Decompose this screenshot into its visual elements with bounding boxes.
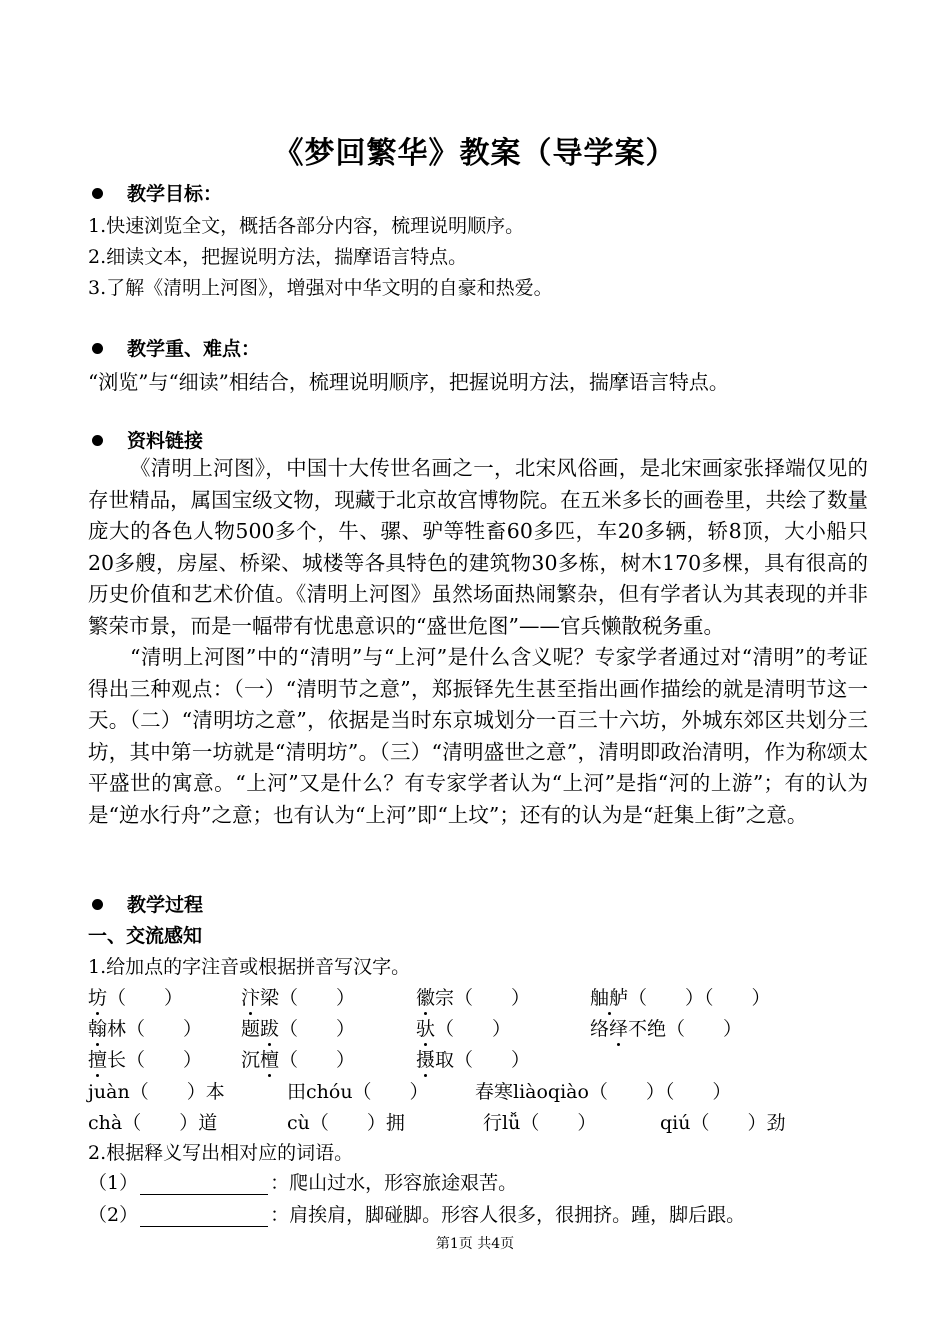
section-heading-process bbox=[92, 890, 203, 917]
vocab-item: 汴梁（ ） bbox=[241, 987, 356, 1009]
section-heading-materials bbox=[92, 426, 203, 453]
question-1: 1.给加点的字注音或根据拼音写汉字。 bbox=[88, 956, 411, 978]
vocab-item: 题跋（ ） bbox=[241, 1018, 356, 1040]
section-heading-goals bbox=[92, 179, 222, 206]
vocab-item: 沉檀（ ） bbox=[241, 1049, 356, 1071]
vocab-item: 擅长（ ） bbox=[88, 1049, 203, 1071]
vocab-item: 驮（ ） bbox=[416, 1018, 512, 1040]
pinyin-item: chà（ ）道 bbox=[88, 1112, 218, 1134]
vocab-item: 徽宗（ ） bbox=[416, 987, 531, 1009]
page-footer: 第1页 共4页 bbox=[435, 1236, 515, 1252]
bullet-icon bbox=[92, 343, 103, 354]
vocab-item: 翰林（ ） bbox=[88, 1018, 203, 1040]
pinyin-item: cù（ ）拥 bbox=[287, 1112, 405, 1134]
definition-number: （1） bbox=[88, 1172, 139, 1194]
definition-text: ：爬山过水，形容旅途艰苦。 bbox=[270, 1172, 518, 1194]
goals-heading: 教学目标： bbox=[127, 183, 223, 205]
goal-item: 1.快速浏览全文，概括各部分内容，梳理说明顺序。 bbox=[88, 215, 525, 237]
bullet-icon bbox=[92, 899, 103, 910]
pinyin-item: 田chóu（ ） bbox=[287, 1081, 429, 1103]
materials-body bbox=[88, 453, 868, 831]
keypoints-text: “浏览”与“细读”相结合，梳理说明顺序，把握说明方法，揣摩语言特点。 bbox=[88, 370, 729, 394]
definition-item bbox=[88, 1200, 745, 1227]
pinyin-item: juàn（ ）本 bbox=[88, 1081, 225, 1103]
pinyin-item: qiú（ ）劲 bbox=[660, 1112, 786, 1134]
vocab-item: 舳舻（ ）（ ） bbox=[590, 987, 771, 1009]
question-2: 2.根据释义写出相对应的词语。 bbox=[88, 1142, 354, 1164]
part-heading: 一、交流感知 bbox=[88, 925, 203, 947]
materials-heading: 资料链接 bbox=[127, 430, 204, 452]
vocab-item: 络绎不绝（ ） bbox=[590, 1018, 743, 1040]
process-heading: 教学过程 bbox=[127, 894, 204, 916]
section-heading-keypoints bbox=[92, 334, 260, 361]
vocab-item: 摄取（ ） bbox=[416, 1049, 531, 1071]
document-title: 《梦回繁华》教案（导学案） bbox=[273, 136, 677, 171]
bullet-icon bbox=[92, 188, 103, 199]
materials-paragraph: “清明上河图”中的“清明”与“上河”是什么含义呢？专家学者通过对“清明”的考证得出三种观点：（一）“清明节之意”，郑振铎先生甚至指出画作描绘的就是清明节这一天。（二）“清明坊之意”，依据是当时东京城划分一百三十六坊，外城东郊区共划分三坊，其中第一坊就是“清明坊”。（三）“清明盛世之意”，清明即政治清明，作为称颂太平盛世的寓意。“上河”又是什么？有专家学者认为“上河”是指“河的上游”；有的认为是“逆水行舟”之意；也有认为“上河”即“上坟”；还有的认为是“赶集上街”之意。 bbox=[88, 645, 868, 827]
goal-item: 2.细读文本，把握说明方法，揣摩语言特点。 bbox=[88, 246, 468, 268]
pinyin-item: 行lǚ（ ） bbox=[483, 1112, 597, 1134]
definition-text: ：肩挨肩，脚碰脚。形容人很多，很拥挤。踵，脚后跟。 bbox=[270, 1204, 746, 1226]
answer-blank[interactable] bbox=[140, 1208, 268, 1227]
definition-number: （2） bbox=[88, 1204, 139, 1226]
goal-item: 3.了解《清明上河图》，增强对中华文明的自豪和热爱。 bbox=[88, 277, 553, 299]
pinyin-item: 春寒liàoqiào（ ）（ ） bbox=[475, 1081, 732, 1103]
definition-item bbox=[88, 1168, 517, 1195]
answer-blank[interactable] bbox=[140, 1176, 268, 1195]
keypoints-heading: 教学重、难点： bbox=[127, 338, 261, 360]
vocab-item: 坊（ ） bbox=[88, 987, 184, 1009]
bullet-icon bbox=[92, 435, 103, 446]
materials-paragraph: 《清明上河图》，中国十大传世名画之一，北宋风俗画，是北宋画家张择端仅见的存世精品，属国宝级文物，现藏于北京故宫博物院。在五米多长的画卷里，共绘了数量庞大的各色人物500多个，牛、骡、驴等牲畜60多匹，车20多辆，轿8顶，大小船只20多艘，房屋、桥梁、城楼等各具特色的建筑物30多栋，树木170多棵，具有很高的历史价值和艺术价值。《清明上河图》虽然场面热闹繁杂，但有学者认为其表现的并非繁荣市景，而是一幅带有忧患意识的“盛世危图”——官兵懒散税务重。 bbox=[88, 456, 868, 638]
